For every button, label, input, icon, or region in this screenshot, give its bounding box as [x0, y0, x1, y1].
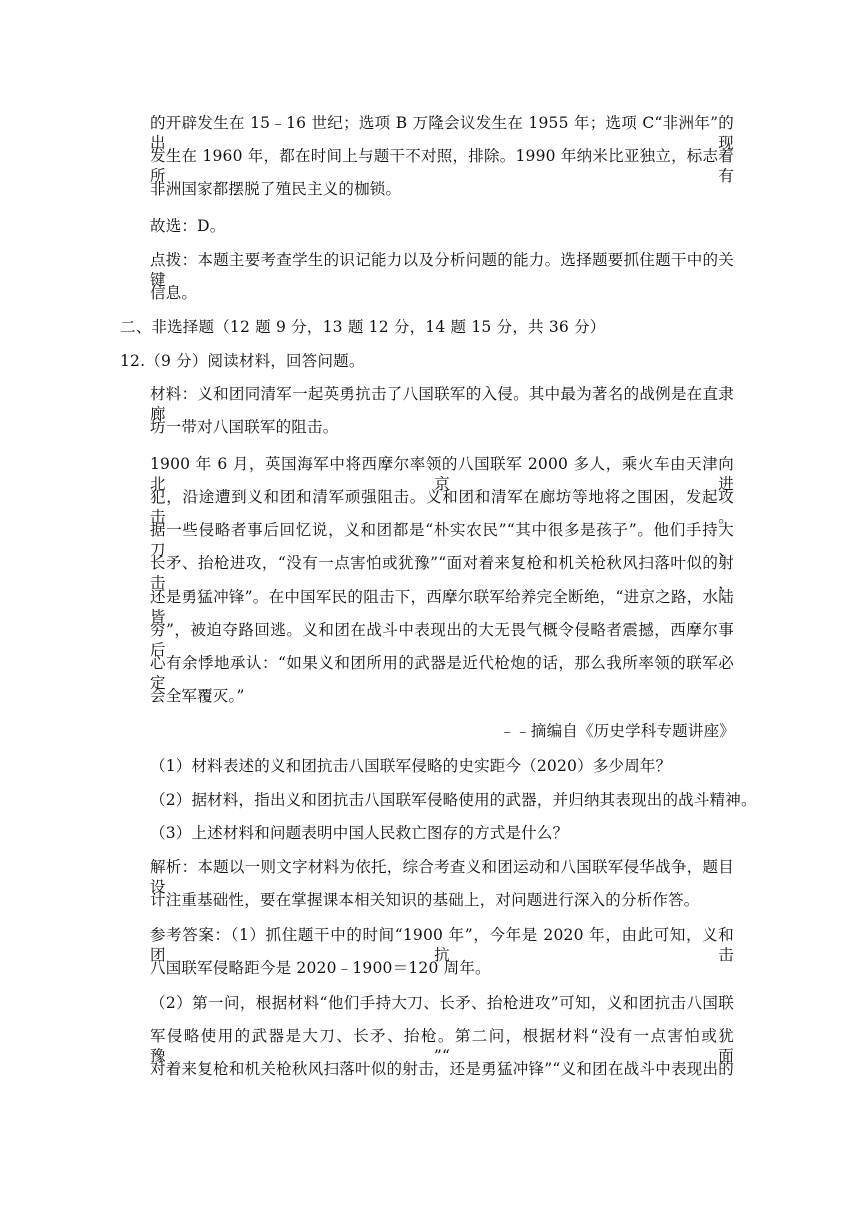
source-citation: ﹣﹣摘编自《历史学科专题讲座》 — [499, 722, 735, 740]
text-line: 非洲国家都摆脱了殖民主义的枷锁。 — [150, 180, 402, 198]
material-text: 材料：义和团同清军一起英勇抗击了八国联军的入侵。其中最为著名的战例是在直隶廊 — [150, 385, 734, 423]
sub-question: （3）上述材料和问题表明中国人民救亡图存的方式是什么？ — [150, 824, 569, 842]
sub-question: （1）材料表述的义和团抗击八国联军侵略的史实距今（2020）多少周年？ — [150, 757, 672, 775]
material-text: 犯，沿途遭到义和团和清军顽强阻击。义和团和清军在廊坊等地将之围困，发起攻击。 — [150, 488, 734, 526]
analysis-text: 解析：本题以一则文字材料为依托，综合考查义和团运动和八国联军侵华战争，题目设 — [150, 858, 734, 896]
section-heading: 二、非选择题（12 题 9 分，13 题 12 分，14 题 15 分，共 36 分） — [120, 318, 606, 336]
answer-text: （2）第一问，根据材料“他们手持大刀、长矛、抬枪进攻”可知，义和团抗击八国联 — [150, 994, 734, 1012]
sub-question: （2）据材料，指出义和团抗击八国联军侵略使用的武器，并归纳其表现出的战斗精神。 — [150, 791, 757, 809]
material-text: 还是勇猛冲锋”。在中国军民的阻击下，西摩尔联军给养完全断绝，“进京之路，水陆皆 — [150, 588, 734, 626]
text-line: 发生在 1960 年，都在时间上与题干不对照，排除。1990 年纳米比亚独立，标志着所有 — [150, 147, 734, 185]
material-text: 长矛、抬枪进攻，“没有一点害怕或犹豫”“面对着来复枪和机关枪秋风扫落叶似的射击， — [150, 554, 734, 592]
answer-text: 八国联军侵略距今是 2020﹣1900＝120 周年。 — [150, 959, 491, 977]
answer-text: 参考答案：（1）抓住题干中的时间“1900 年”，今年是 2020 年，由此可知，义和团抗击 — [150, 926, 734, 964]
answer-text: 军侵略使用的武器是大刀、长矛、抬枪。第二问，根据材料“没有一点害怕或犹豫”“面 — [150, 1027, 734, 1065]
material-text: 心有余悸地承认：“如果义和团所用的武器是近代枪炮的话，那么我所率领的联军必定 — [150, 654, 734, 692]
material-text: 据一些侵略者事后回忆说，义和团都是“朴实农民”“其中很多是孩子”。他们手持大刀、 — [150, 521, 734, 559]
analysis-text: 计注重基础性，要在掌握课本相关知识的基础上，对问题进行深入的分析作答。 — [150, 891, 700, 909]
text-line: 信息。 — [150, 284, 198, 302]
question-title: 12.（9 分）阅读材料，回答问题。 — [120, 352, 365, 370]
answer-text: 对着来复枪和机关枪秋风扫落叶似的射击，还是勇猛冲锋”“义和团在战斗中表现出的 — [150, 1060, 734, 1078]
material-text: 坊一带对八国联军的阻击。 — [150, 418, 339, 436]
material-text: 会全军覆灭。” — [150, 687, 245, 705]
text-line: 的开辟发生在 15﹣16 世纪；选项 B 万隆会议发生在 1955 年；选项 C“非洲年”的出现 — [150, 114, 734, 152]
material-text: 穷”，被迫夺路回逃。义和团在战斗中表现出的大无畏气概令侵略者震撼，西摩尔事后 — [150, 621, 734, 659]
material-text: 1900 年 6 月，英国海军中将西摩尔率领的八国联军 2000 多人，乘火车由天津向北京进 — [150, 455, 734, 493]
answer-choice: 故选：D。 — [150, 217, 226, 235]
analysis-note: 点拨：本题主要考查学生的识记能力以及分析问题的能力。选择题要抓住题干中的关键 — [150, 251, 734, 289]
